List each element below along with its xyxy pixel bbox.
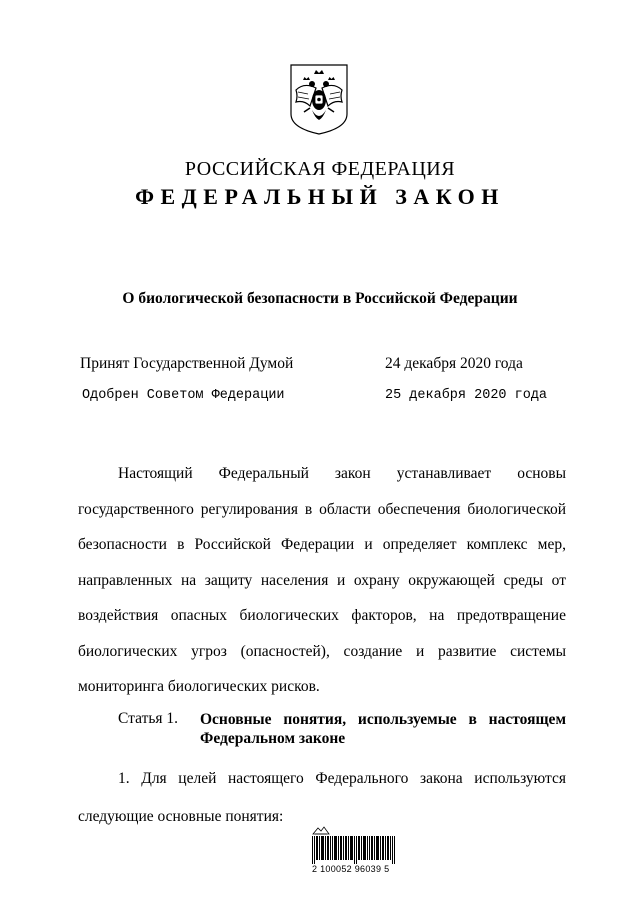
article-number: Статья 1.	[118, 710, 179, 727]
adoption-label: Одобрен Советом Федерации	[82, 388, 285, 403]
document-type: ФЕДЕРАЛЬНЫЙ ЗАКОН	[135, 184, 505, 209]
adoption-date: 24 декабря 2020 года	[385, 355, 523, 372]
adoption-date: 25 декабря 2020 года	[385, 388, 548, 403]
printer-logo-icon	[312, 826, 330, 835]
coat-of-arms-icon	[288, 62, 350, 136]
clause-paragraph: 1. Для целей настоящего Федерального закона используются следующие основные понятия:	[78, 770, 566, 825]
adoption-label: Принят Государственной Думой	[80, 355, 294, 372]
barcode-bars	[312, 836, 398, 864]
barcode-number: 2 100052 96039 5	[312, 864, 390, 874]
law-title: О биологической безопасности в Российской Федерации	[122, 290, 518, 307]
barcode	[312, 826, 398, 876]
country-name: РОССИЙСКАЯ ФЕДЕРАЦИЯ	[184, 158, 456, 180]
article-title: Основные понятия, используемые в настоящем Федеральном законе	[200, 711, 566, 747]
preamble-paragraph: Настоящий Федеральный закон устанавливает основы государственного регулирования в области обеспечения биологической безопасности в Российской Федерации и определяет комплекс мер, направленных на защиту населения и охрану окружающей среды от воздействия опасных биологических факторов, на предотвращение биологических угроз (опасностей), создание и развитие системы мониторинга биологических рисков.	[78, 465, 566, 695]
